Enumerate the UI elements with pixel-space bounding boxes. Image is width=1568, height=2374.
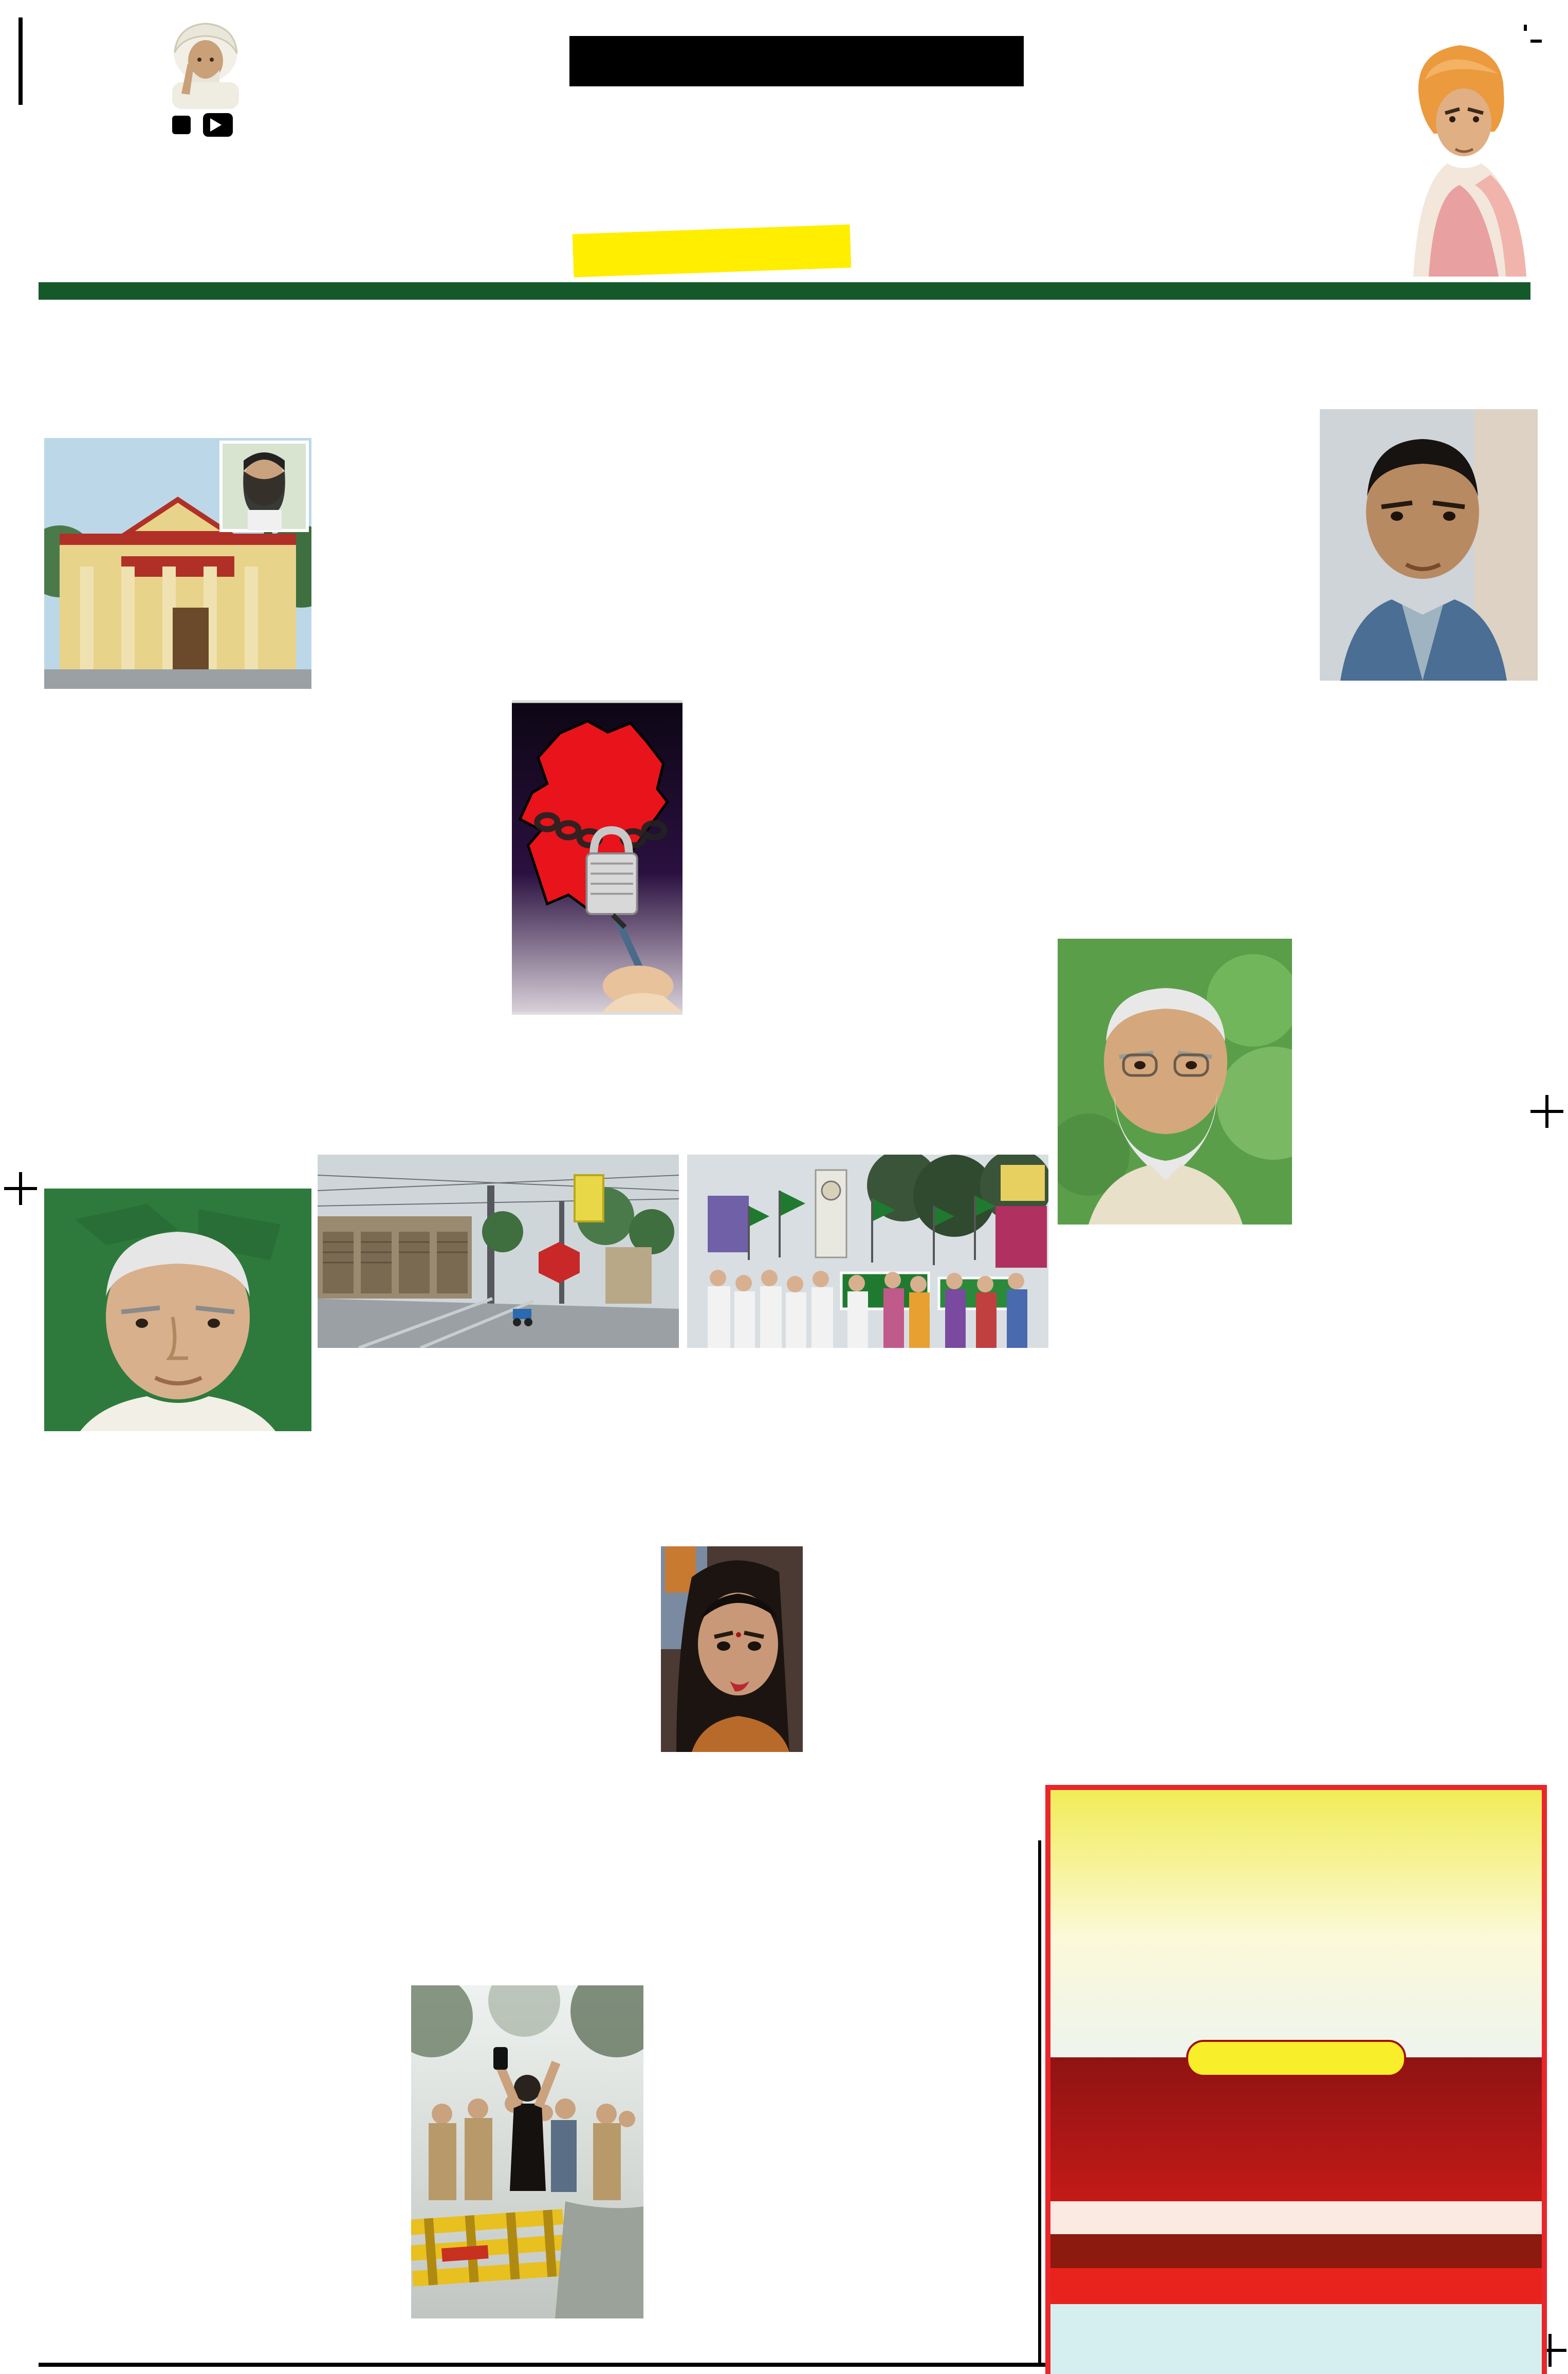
pm-scheme-body-block — [1058, 939, 1538, 1490]
balasore-bandh-body — [318, 1354, 1048, 1487]
ad-trade-pill — [1186, 2040, 1406, 2077]
police-clash-photo — [411, 1985, 643, 2318]
header-left-block — [41, 16, 370, 139]
ad-admission-open — [1050, 1790, 1542, 1798]
cabinet-body-block — [1058, 409, 1538, 844]
pmg-col-5 — [840, 1925, 1028, 2360]
rally-photo — [687, 1155, 1048, 1348]
closed-street-photo — [318, 1155, 679, 1348]
iti-advertisement — [1045, 1785, 1547, 2374]
college-building-photo — [44, 438, 311, 689]
main-article-columns — [329, 412, 1048, 1059]
registration-cross-icon — [4, 1172, 37, 1205]
rain-body — [816, 1546, 1048, 1830]
ad-concession — [1050, 2268, 1542, 2304]
main-col-4 — [878, 412, 1048, 1059]
crop-mark-top-left — [19, 17, 23, 105]
pmg-col-2 — [241, 1925, 429, 2360]
google-play-icon — [210, 118, 222, 132]
ad-top-section — [1050, 1790, 1542, 2057]
cabinet-headline — [1058, 308, 1538, 404]
naveen-patnaik-photo — [44, 1189, 311, 1431]
pmg-col-1 — [41, 1925, 229, 2360]
law-minister-body — [1058, 1548, 1538, 1781]
ad-affiliation — [1050, 2201, 1542, 2234]
header-divider-bar — [39, 282, 1530, 300]
main-col-1 — [329, 412, 500, 1059]
main-bandh-headline — [329, 306, 1048, 407]
ad-contact-section — [1050, 2304, 1542, 2374]
balasore-bandh-headline — [318, 1069, 1048, 1151]
main-col-2 — [512, 412, 682, 700]
mohan-majhi-photo — [1320, 409, 1538, 681]
ad-trade-band — [1050, 2057, 1542, 2201]
main-col-2-tail — [512, 1015, 682, 1059]
main-col-3 — [695, 412, 865, 1059]
naveen-body — [44, 1439, 311, 1829]
pmg-clash-headline — [41, 1841, 1028, 1915]
sai-baba-photo — [152, 16, 260, 109]
crime-branch-headline — [40, 313, 316, 432]
stampede-body-block — [318, 1546, 803, 1830]
odisha-lockdown-graphic — [512, 700, 682, 1015]
pm-scheme-headline — [1058, 848, 1538, 932]
vivekananda-photo — [1398, 31, 1530, 277]
ad-stipend — [1050, 2234, 1542, 2268]
facebook-icon — [172, 116, 191, 134]
rain-headline — [816, 1494, 1048, 1541]
quote-block — [1100, 45, 1418, 277]
stampede-woman-photo — [661, 1546, 803, 1752]
crime-branch-body — [44, 695, 311, 1049]
law-minister-headline — [1058, 1497, 1538, 1544]
pmg-col-4 — [640, 1925, 828, 2360]
naveen-headline — [40, 1072, 316, 1182]
modi-photo — [1058, 939, 1292, 1225]
column-rule-vertical — [1038, 1840, 1041, 2364]
stampede-headline — [318, 1494, 803, 1541]
google-play-badge — [203, 113, 233, 137]
